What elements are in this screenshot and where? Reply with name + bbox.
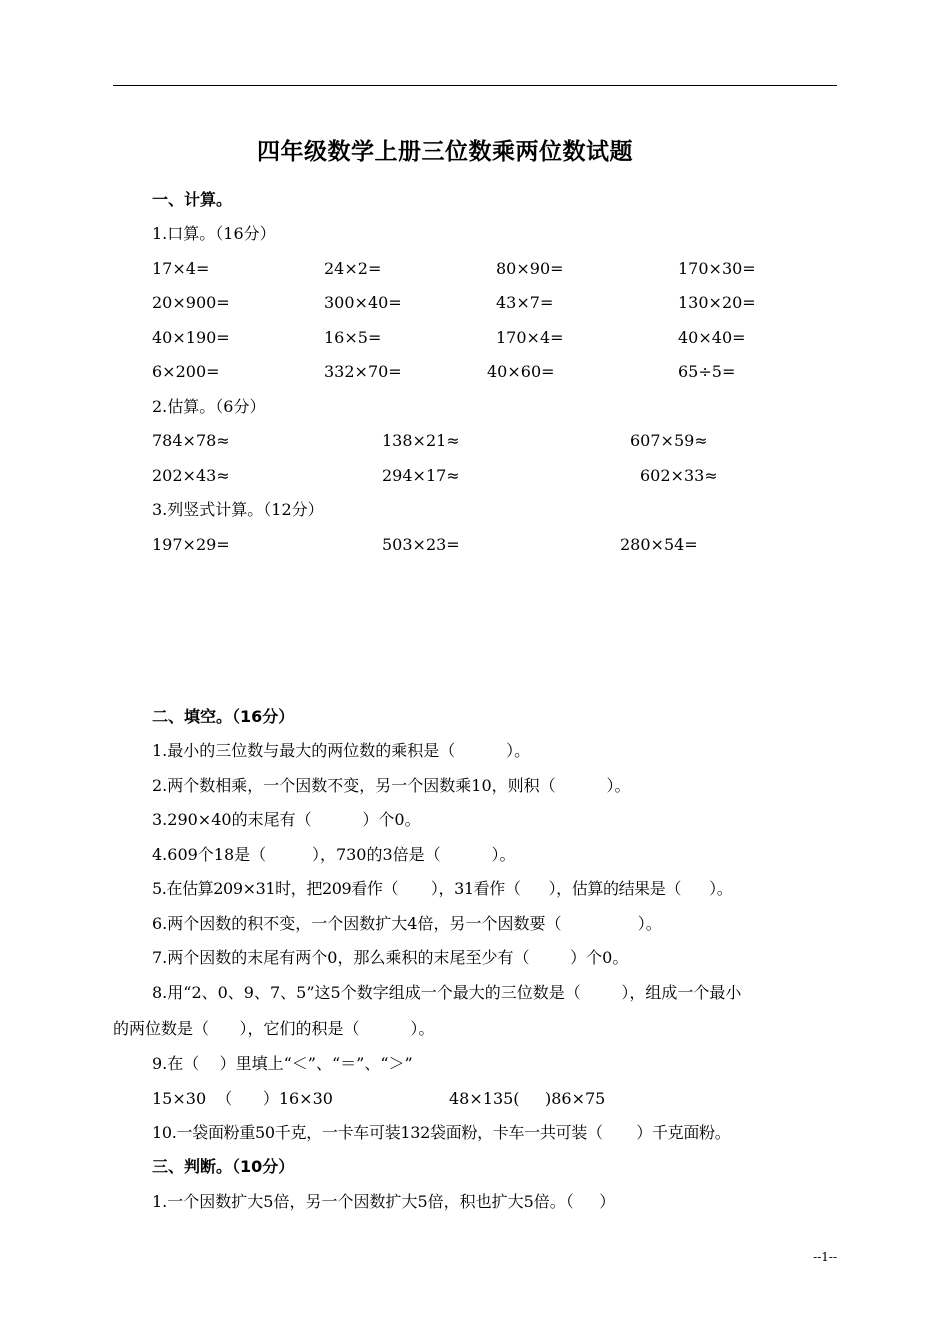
fill-in-item: 8.用“2、0、9、7、5”这5个数字组成一个最大的三位数是（ ），组成一个最小 (152, 983, 742, 1002)
oral-calc-item: 130×20= (678, 293, 756, 312)
section-1-heading: 一、计算。 (152, 190, 233, 209)
fill-in-item: 7.两个因数的末尾有两个0，那么乘积的末尾至少有（ ）个0。 (152, 948, 629, 967)
oral-calc-item: 65÷5= (678, 362, 736, 381)
page-number: --1-- (813, 1250, 837, 1264)
oral-calc-item: 170×4= (496, 328, 564, 347)
oral-calc-item: 6×200= (152, 362, 220, 381)
section-2-heading: 二、填空。（16分） (152, 707, 295, 726)
q2-label: 2.估算。（6分） (152, 397, 266, 416)
q1-label: 1.口算。（16分） (152, 224, 276, 243)
oral-calc-item: 300×40= (324, 293, 402, 312)
section-3-heading: 三、判断。（10分） (152, 1157, 295, 1176)
fill-in-item: 10.一袋面粉重50千克，一卡车可装132袋面粉，卡车一共可装（ ）千克面粉。 (152, 1123, 731, 1142)
fill-in-item: 6.两个因数的积不变，一个因数扩大4倍，另一个因数要（ ）。 (152, 914, 662, 933)
fill-in-item: 9.在（ ）里填上“＜”、“＝”、“＞” (152, 1054, 413, 1073)
oral-calc-item: 40×190= (152, 328, 230, 347)
fill-in-item: 5.在估算209×31时，把209看作（ ），31看作（ ），估算的结果是（ ）。 (152, 879, 733, 898)
fill-in-item-continued: 的两位数是（ ），它们的积是（ ）。 (113, 1019, 435, 1038)
estimate-item: 602×33≈ (640, 466, 718, 485)
oral-calc-item: 43×7= (496, 293, 554, 312)
compare-item: 15×30 （ ）16×30 (152, 1089, 333, 1108)
vertical-calc-item: 280×54= (620, 535, 698, 554)
oral-calc-item: 170×30= (678, 259, 756, 278)
oral-calc-item: 332×70= (324, 362, 402, 381)
estimate-item: 784×78≈ (152, 431, 230, 450)
judge-item: 1.一个因数扩大5倍，另一个因数扩大5倍，积也扩大5倍。（ ） (152, 1192, 616, 1211)
oral-calc-item: 17×4= (152, 259, 210, 278)
fill-in-item: 2.两个数相乘，一个因数不变，另一个因数乘10，则积（ ）。 (152, 776, 631, 795)
q3-label: 3.列竖式计算。（12分） (152, 500, 324, 519)
estimate-item: 607×59≈ (630, 431, 708, 450)
oral-calc-item: 20×900= (152, 293, 230, 312)
oral-calc-item: 80×90= (496, 259, 564, 278)
estimate-item: 202×43≈ (152, 466, 230, 485)
oral-calc-item: 40×40= (678, 328, 746, 347)
header-rule (113, 85, 837, 86)
fill-in-item: 3.290×40的末尾有（ ）个0。 (152, 810, 421, 829)
fill-in-item: 1.最小的三位数与最大的两位数的乘积是（ ）。 (152, 741, 531, 760)
oral-calc-item: 24×2= (324, 259, 382, 278)
oral-calc-item: 16×5= (324, 328, 382, 347)
oral-calc-item: 40×60= (487, 362, 555, 381)
vertical-calc-item: 503×23= (382, 535, 460, 554)
estimate-item: 138×21≈ (382, 431, 460, 450)
fill-in-item: 4.609个18是（ ），730的3倍是（ ）。 (152, 845, 516, 864)
page-title: 四年级数学上册三位数乘两位数试题 (257, 139, 633, 165)
estimate-item: 294×17≈ (382, 466, 460, 485)
vertical-calc-item: 197×29= (152, 535, 230, 554)
compare-item: 48×135( )86×75 (449, 1089, 606, 1108)
